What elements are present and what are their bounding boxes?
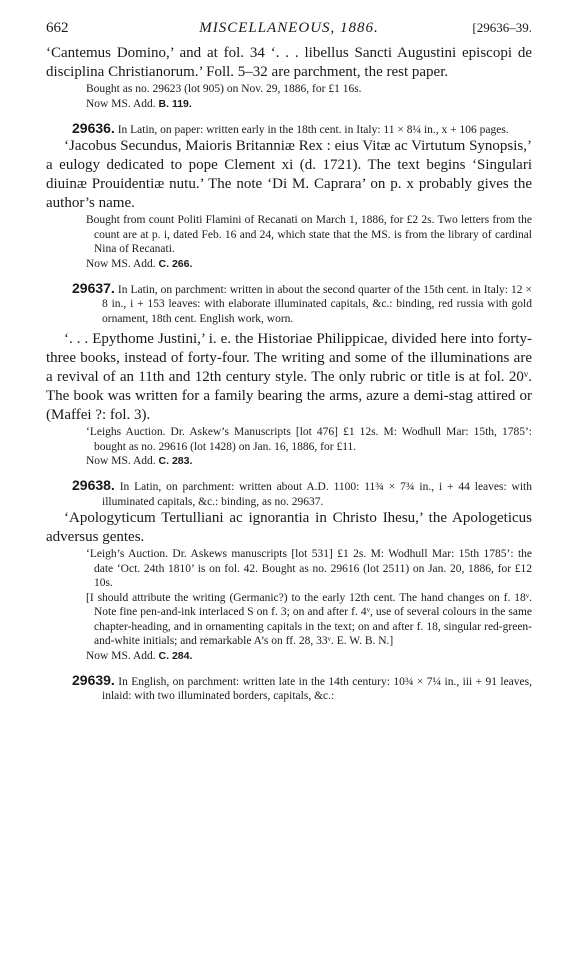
shelfmark-code: C. 284.	[158, 649, 193, 662]
entry-description-text: In Latin, on parchment: written about A.D. 1100: 11¾ × 7¾ in., i + 44 leaves: with illuminated capitals, &c.: binding, as no. 29637.	[102, 481, 532, 508]
shelfmark-code: B. 119.	[158, 97, 192, 110]
shelfmark-code: C. 266.	[158, 257, 193, 270]
shelfmark-prefix: Now MS. Add.	[86, 455, 156, 467]
entry-note: ‘Leigh’s Auction. Dr. Askews manuscripts [lot 531] £1 2s. M: Wodhull Mar: 15th 1785’: the date ‘Oct. 24th 1810’ is on fol. 42. Bought as no. 29616 (lot 2511) on Jan. 20, 1886, for £12 10s.	[86, 548, 532, 589]
entry-number: 29638.	[72, 477, 115, 493]
entry-paragraph: ‘Jacobus Secundus, Maioris Britanniæ Rex : eius Vitæ ac Virtutum Synopsis,’ a eulogy dedicated to pope Clement xi (d. 1721). The text begins ‘Singulari diuinæ Prouidentiæ nutu.’ The note ‘Di M. Caprara’ on p. x probably gives the author’s name.	[46, 138, 532, 211]
entry-note: [I should attribute the writing (Germanic?) to the early 12th cent. The hand changes on f. 18ᵛ. Note fine pen-and-ink interlaced S on f. 3; on and after f. 4ᵛ, use of several colours in the same chapter-heading, and in ornamenting capitals in the text; on and after f. 18, singular red-green-and-white initials; and remarkable A’s on ff. 28, 33ᵛ. E. W. B. N.]	[86, 591, 532, 647]
intro-shelfmark	[86, 97, 532, 112]
entry-shelfmark	[86, 454, 532, 469]
entry-note: Bought from count Politi Flamini of Recanati on March 1, 1886, for £2 2s. Two letters from the count are at p. i, dated Feb. 16 and 24, which state that the MS. is from the library of cardinal Nina of Recanati.	[86, 214, 532, 255]
page-body	[46, 44, 532, 704]
page-number: 662	[46, 20, 69, 36]
entry-note: ‘Leighs Auction. Dr. Askew’s Manuscripts [lot 476] £1 12s. M: Wodhull Mar: 15th, 1785’: bought as no. 29616 (lot 1428) on Jan. 16, 1886, for £11.	[86, 426, 532, 453]
catalogue-page	[46, 20, 532, 704]
entry-paragraph: ‘. . . Epythome Justini,’ i. e. the Historiae Philippicae, divided here into forty-three books, instead of forty-four. The writing and some of the illuminations are a revival of an 11th and 12th century style. The only rubric or title is at fol. 20ᵛ. The book was written for a family bearing the arms, azure a demi-stag attired or (Maffei ?: fol. 3).	[46, 331, 532, 423]
intro-paragraph: ‘Cantemus Domino,’ and at fol. 34 ‘. . . libellus Sancti Augustini episcopi de disciplina Christianorum.’ Foll. 5–32 are parchment, the rest paper.	[46, 45, 532, 80]
entry-description-text: In English, on parchment: written late in the 14th century: 10¾ × 7¼ in., iii + 91 leaves, inlaid: with two illuminated borders, capitals, &c.:	[102, 675, 532, 702]
entry-shelfmark	[86, 649, 532, 664]
entry-description	[46, 281, 532, 327]
entry-number: 29639.	[72, 671, 115, 688]
entry-number: 29637.	[72, 279, 115, 296]
entry-description-text: In Latin, on parchment: written in about the second quarter of the 15th cent. in Italy: 12 × 8 in., i + 153 leaves: with elaborate illuminated capitals, &c.: binding, red russia with gold ornament, 18th cent. English work, worn.	[102, 283, 533, 325]
entry-number: 29636.	[72, 119, 115, 136]
entry-shelfmark	[86, 257, 532, 272]
page-header	[46, 20, 532, 44]
entry-description-text: In Latin, on paper: written early in the 18th cent. in Italy: 11 × 8¼ in., x + 106 pages.	[117, 123, 509, 136]
number-range: [29636–39.	[472, 20, 532, 35]
shelfmark-prefix: Now MS. Add.	[86, 97, 156, 110]
shelfmark-prefix: Now MS. Add.	[86, 257, 156, 270]
shelfmark-prefix: Now MS. Add.	[86, 649, 156, 662]
entry-description	[46, 121, 532, 138]
entry-description	[46, 478, 532, 509]
shelfmark-code: C. 283.	[158, 455, 193, 467]
running-title: MISCELLANEOUS, 1886.	[199, 20, 379, 36]
entry-description	[46, 673, 532, 704]
entry-paragraph: ‘Apologyticum Tertulliani ac ignorantia in Christo Ihesu,’ the Apologeticus adversus gentes.	[46, 510, 532, 545]
intro-note: Bought as no. 29623 (lot 905) on Nov. 29, 1886, for £1 16s.	[86, 83, 362, 95]
